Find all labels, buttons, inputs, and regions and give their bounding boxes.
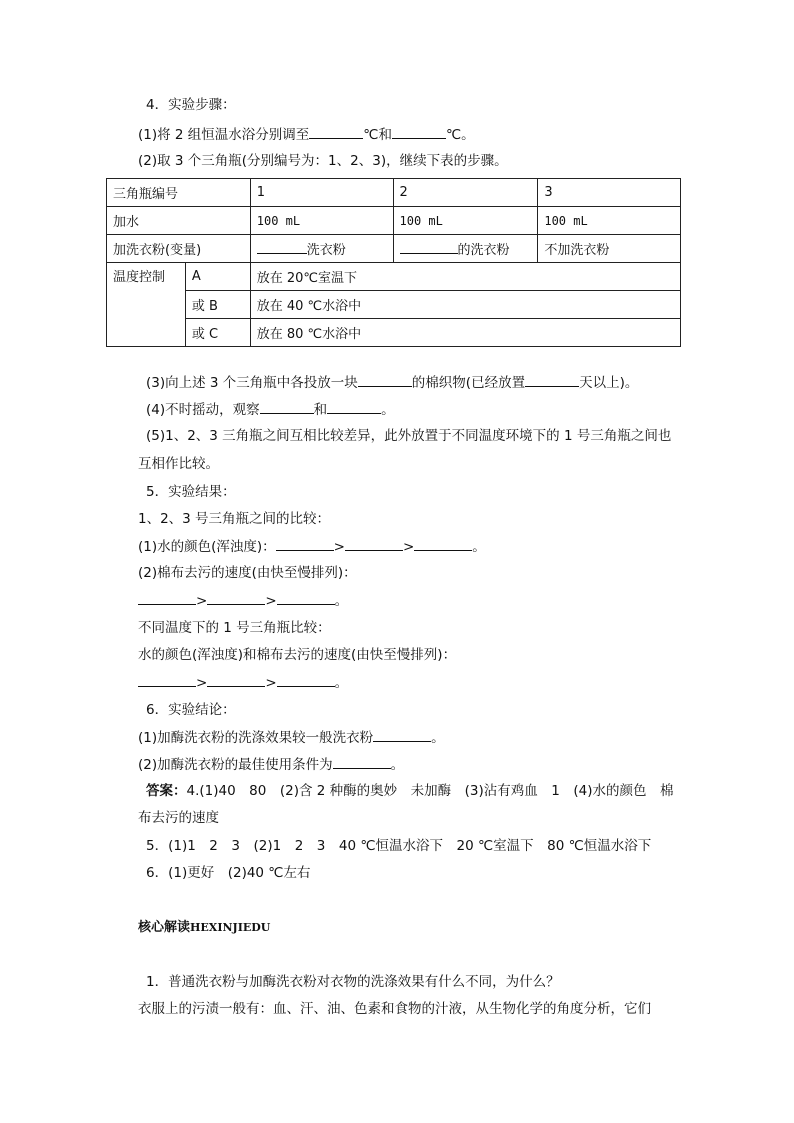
- table-cell: 加水: [107, 207, 251, 235]
- step-3: [146, 372, 638, 393]
- result-speed-blanks: [138, 590, 348, 611]
- table-row-temp-a: [107, 263, 681, 291]
- step-1-text-c: ℃。: [445, 127, 475, 143]
- conclusion-1-text: (1)加酶洗衣粉的洗涤效果较一般洗衣粉: [138, 730, 374, 746]
- answer-text-1: 4.(1)40 80 (2)含 2 种酶的奥妙 未加酶 (3)沾有鸡血 1 (4)水的颜色 棉: [186, 783, 674, 799]
- answer-line-1: [146, 781, 674, 801]
- gt-sign: >: [402, 539, 415, 555]
- table-cell: 三角瓶编号: [107, 179, 251, 207]
- paragraph-1: 衣服上的污渍一般有：血、汗、油、色素和食物的汁液，从生物化学的角度分析，它们: [138, 1001, 651, 1017]
- step-2: (2)取 3 个三角瓶(分别编号为：1、2、3)，继续下表的步骤。: [138, 153, 508, 169]
- table-cell: 2: [393, 179, 538, 207]
- blank-days[interactable]: [525, 372, 579, 387]
- answer-line-4: 6．(1)更好 (2)40 ℃左右: [146, 865, 311, 881]
- result-water: [138, 536, 486, 557]
- answer-line-3: 5．(1)1 2 3 (2)1 2 3 40 ℃恒温水浴下 20 ℃室温下 80 ℃恒温水浴下: [146, 838, 652, 854]
- result-compare: 1、2、3 号三角瓶之间的比较：: [138, 511, 331, 527]
- result-temp: 不同温度下的 1 号三角瓶比较：: [138, 620, 331, 636]
- blank-powder-1[interactable]: [257, 239, 307, 254]
- gt-sign: >: [333, 539, 345, 555]
- blank-observe-1[interactable]: [260, 399, 314, 414]
- result-temp-blanks: [138, 672, 348, 693]
- blank-powder-2[interactable]: [400, 239, 458, 254]
- step-1-text-a: (1)将 2 组恒温水浴分别调至: [138, 127, 310, 143]
- table-cell: 1: [250, 179, 393, 207]
- table-row-header: [107, 179, 681, 207]
- answer-line-2: 布去污的速度: [138, 810, 219, 826]
- powder-2-suffix: 的洗衣粉: [457, 243, 510, 258]
- period: 。: [334, 675, 349, 691]
- powder-1-suffix: 洗衣粉: [306, 243, 346, 258]
- table-cell: 100 mL: [538, 207, 681, 235]
- period: 。: [334, 593, 349, 609]
- table-cell: [393, 235, 538, 263]
- step-heading: 4．实验步骤：: [146, 97, 236, 113]
- blank-temp-rank-3[interactable]: [277, 672, 335, 687]
- result-heading: 5．实验结果：: [146, 484, 236, 500]
- gt-sign: >: [265, 675, 277, 691]
- period: 。: [472, 539, 486, 555]
- core-title-en: HEXINJIEDU: [190, 921, 271, 934]
- step-1-text-b: ℃和: [363, 127, 392, 143]
- result-speed: (2)棉布去污的速度(由快至慢排列)：: [138, 565, 357, 581]
- blank-speed-1[interactable]: [138, 590, 196, 605]
- blank-conclusion-1[interactable]: [373, 727, 431, 742]
- gt-sign: >: [196, 593, 208, 609]
- step-4-text-b: 和: [313, 402, 328, 418]
- table-cell: 或 B: [185, 291, 250, 319]
- result-temp-2: 水的颜色(浑浊度)和棉布去污的速度(由快至慢排列)：: [138, 647, 457, 663]
- blank-speed-3[interactable]: [277, 590, 335, 605]
- step-5-line-2: 互相作比较。: [138, 456, 219, 472]
- table-cell: 放在 80 ℃水浴中: [250, 319, 680, 347]
- blank-conclusion-2[interactable]: [333, 754, 391, 769]
- core-title: [138, 917, 270, 938]
- table-cell: [250, 235, 393, 263]
- table-row-powder: [107, 235, 681, 263]
- step-5-line-1: (5)1、2、3 三角瓶之间互相比较差异，此外放置于不同温度环境下的 1 号三角瓶之间也: [146, 428, 672, 444]
- step-3-text-b: 的棉织物(已经放置: [411, 375, 526, 391]
- blank-result-2[interactable]: [345, 536, 403, 551]
- question-1: 1．普通洗衣粉与加酶洗衣粉对衣物的洗涤效果有什么不同，为什么？: [146, 974, 560, 990]
- blank-result-1[interactable]: [276, 536, 334, 551]
- table-cell: 放在 20℃室温下: [250, 263, 680, 291]
- table-cell-temp-label: 温度控制: [107, 263, 186, 347]
- conclusion-heading: 6．实验结论：: [146, 702, 236, 718]
- step-4-text-c: 。: [381, 402, 395, 418]
- blank-fabric[interactable]: [358, 372, 412, 387]
- blank-temp-1[interactable]: [309, 124, 363, 139]
- step-3-text-c: 天以上)。: [579, 375, 639, 391]
- gt-sign: >: [265, 593, 277, 609]
- table-cell: 3: [538, 179, 681, 207]
- blank-temp-rank-1[interactable]: [138, 672, 196, 687]
- step-1: [138, 124, 475, 145]
- table-cell: 加洗衣粉(变量): [107, 235, 251, 263]
- blank-temp-2[interactable]: [392, 124, 446, 139]
- core-title-cn: 核心解读: [138, 920, 191, 935]
- conclusion-1: [138, 727, 445, 748]
- conclusion-2-text: (2)加酶洗衣粉的最佳使用条件为: [138, 757, 333, 773]
- table-row-water: [107, 207, 681, 235]
- steps-table: [106, 178, 681, 347]
- period: 。: [390, 757, 405, 773]
- table-cell: 放在 40 ℃水浴中: [250, 291, 680, 319]
- blank-result-3[interactable]: [414, 536, 472, 551]
- step-3-text-a: (3)向上述 3 个三角瓶中各投放一块: [146, 375, 358, 391]
- blank-temp-rank-2[interactable]: [207, 672, 265, 687]
- result-water-text: (1)水的颜色(浑浊度)：: [138, 539, 276, 555]
- step-4-text-a: (4)不时摇动，观察: [146, 402, 260, 418]
- table-cell: A: [185, 263, 250, 291]
- table-cell: 100 mL: [250, 207, 393, 235]
- table-cell: 或 C: [185, 319, 250, 347]
- step-4: [146, 399, 395, 420]
- table-cell: 100 mL: [393, 207, 538, 235]
- gt-sign: >: [196, 675, 208, 691]
- blank-speed-2[interactable]: [207, 590, 265, 605]
- period: 。: [431, 730, 445, 746]
- blank-observe-2[interactable]: [327, 399, 381, 414]
- table-row-temp-c: [107, 319, 681, 347]
- table-cell: 不加洗衣粉: [538, 235, 681, 263]
- conclusion-2: [138, 754, 404, 775]
- answer-label: 答案：: [146, 783, 187, 799]
- table-row-temp-b: [107, 291, 681, 319]
